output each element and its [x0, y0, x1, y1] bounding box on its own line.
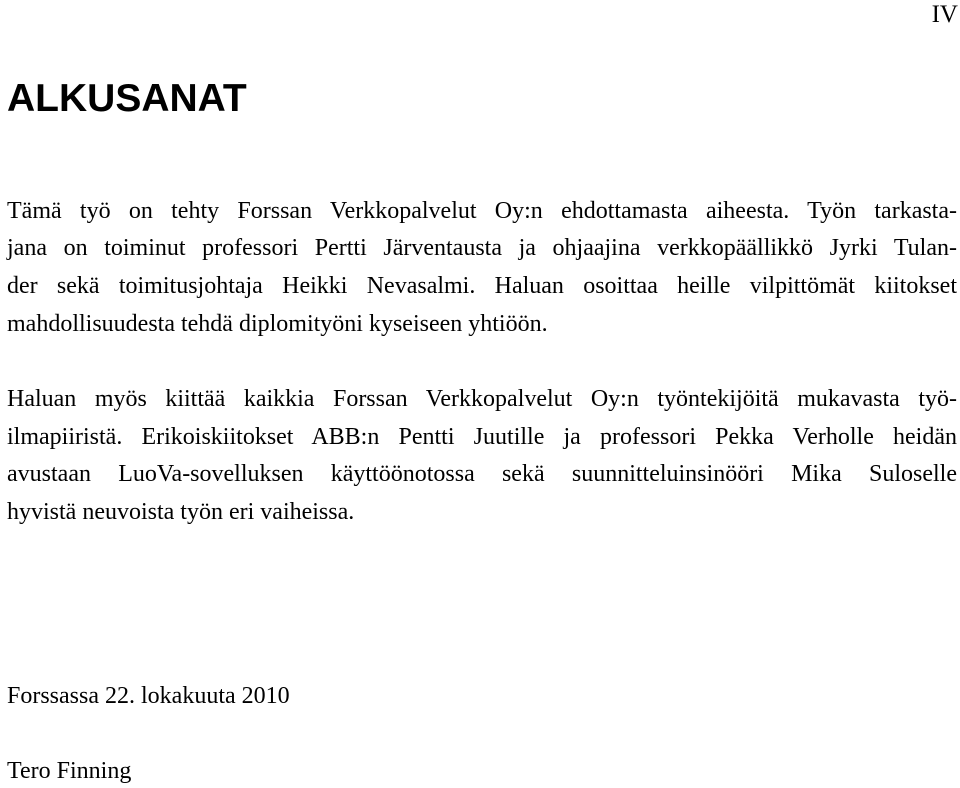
paragraph-line: jana on toiminut professori Pertti Järventausta ja ohjaajina verkkopäällikkö Jyrki Tulan- [7, 235, 957, 261]
place-date: Forssassa 22. lokakuuta 2010 [7, 683, 290, 709]
paragraph-line: Haluan myös kiittää kaikkia Forssan Verkkopalvelut Oy:n työntekijöitä mukavasta työ- [7, 386, 957, 412]
page-number: IV [931, 1, 958, 28]
paragraph-line: der sekä toimitusjohtaja Heikki Nevasalmi. Haluan osoittaa heille vilpittömät kiitokset [7, 273, 957, 299]
paragraph-line: Tämä työ on tehty Forssan Verkkopalvelut Oy:n ehdottamasta aiheesta. Työn tarkasta- [7, 198, 957, 224]
paragraph-line: avustaan LuoVa-sovelluksen käyttöönotossa sekä suunnitteluinsinööri Mika Suloselle [7, 461, 957, 487]
paragraph-line: ilmapiiristä. Erikoiskiitokset ABB:n Pentti Juutille ja professori Pekka Verholle heidän [7, 424, 957, 450]
paragraph-line: hyvistä neuvoista työn eri vaiheissa. [7, 499, 355, 525]
page-title: ALKUSANAT [7, 77, 247, 120]
paragraph-line: mahdollisuudesta tehdä diplomityöni kyseiseen yhtiöön. [7, 311, 548, 337]
signature-name: Tero Finning [7, 758, 132, 784]
